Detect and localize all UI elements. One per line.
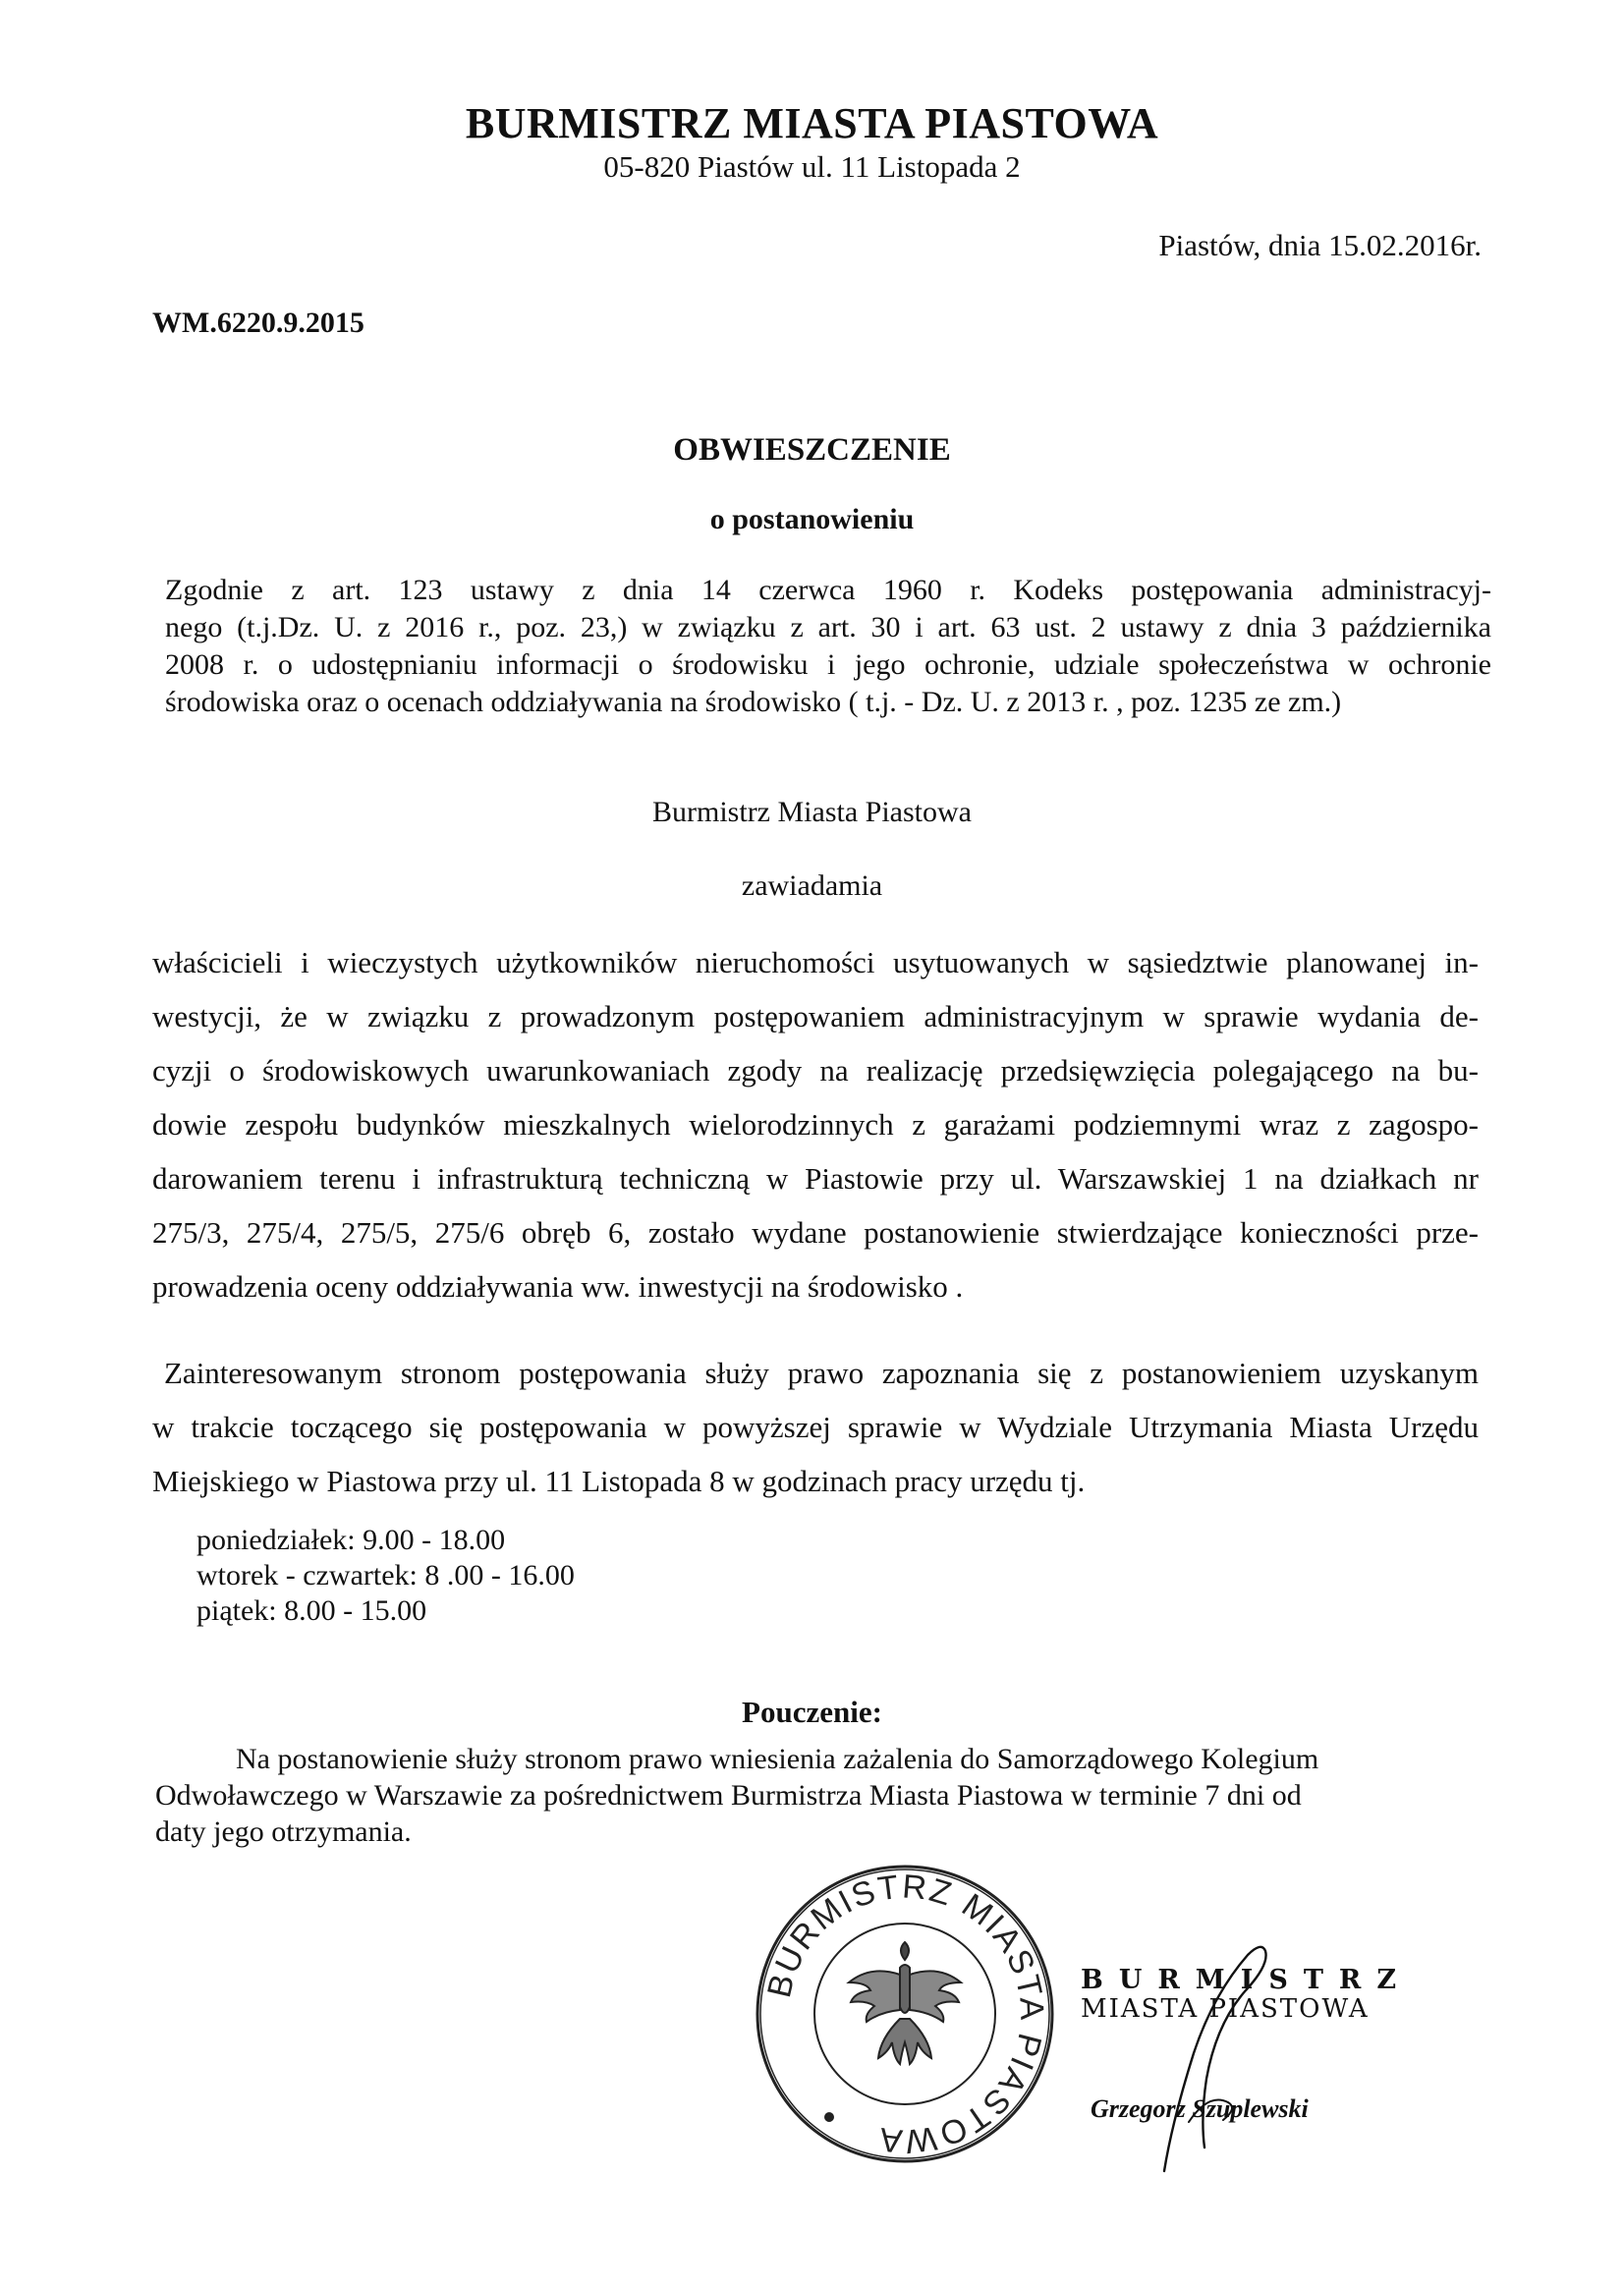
legal-basis-paragraph <box>165 572 1491 721</box>
legal-basis-line: środowiska oraz o ocenach oddziaływania na środowisko ( t.j. - Dz. U. z 2013 r. , poz. 1235 ze zm.) <box>165 686 1342 718</box>
body-line: darowaniem terenu i infrastrukturą techniczną w Piastowie przy ul. Warszawskiej 1 na działkach nr <box>152 1161 1479 1196</box>
seal-dot-icon <box>824 2112 834 2122</box>
office-hours-friday: piątek: 8.00 - 15.00 <box>196 1594 427 1627</box>
office-hours-monday: poniedziałek: 9.00 - 18.00 <box>196 1524 506 1556</box>
issuer-address: 05-820 Piastów ul. 11 Listopada 2 <box>603 149 1021 184</box>
body-line: prowadzenia oceny oddziaływania ww. inwestycji na środowisko . <box>152 1269 964 1304</box>
legal-basis-line: 2008 r. o udostępnianiu informacji o środowisku i jego ochronie, udziale społeczeństwa w ochronie <box>165 648 1491 681</box>
signatory-title-line1: BURMISTRZ <box>1081 1965 1413 1995</box>
office-hours-list <box>196 1523 575 1629</box>
body-line: 275/3, 275/4, 275/5, 275/6 obręb 6, zostało wydane postanowienie stwierdzające konieczności prze- <box>152 1215 1479 1250</box>
access-info-paragraph <box>152 1346 1479 1508</box>
authority-name: Burmistrz Miasta Piastowa <box>652 796 972 828</box>
signatory-name: Grzegorz Szuplewski <box>1091 2094 1309 2123</box>
body-line: dowie zespołu budynków mieszkalnych wielorodzinnych z garażami podziemnymi wraz z zagospo- <box>152 1107 1479 1142</box>
legal-basis-line: Zgodnie z art. 123 ustawy z dnia 14 czerwca 1960 r. Kodeks postępowania administracyj- <box>165 574 1491 606</box>
body-line: Zainteresowanym stronom postępowania służy prawo zapoznania się z postanowieniem uzyskanym <box>164 1356 1479 1390</box>
body-line: właścicieli i wieczystych użytkowników nieruchomości usytuowanych w sąsiedztwie planowanej in- <box>152 945 1479 979</box>
notice-title: OBWIESZCZENIE <box>673 432 951 468</box>
instruction-title: Pouczenie: <box>742 1695 882 1729</box>
office-hours-tue-thu: wtorek - czwartek: 8 .00 - 16.00 <box>196 1559 575 1591</box>
case-number: WM.6220.9.2015 <box>152 307 364 339</box>
body-line: cyzji o środowiskowych uwarunkowaniach zgody na realizację przedsięwzięcia polegającego na bu- <box>152 1053 1479 1088</box>
instruction-line: Odwoławczego w Warszawie za pośrednictwem Burmistrza Miasta Piastowa w terminie 7 dni od <box>155 1779 1302 1812</box>
informs-verb: zawiadamia <box>741 869 883 902</box>
notice-subtitle: o postanowieniu <box>709 503 915 535</box>
instruction-paragraph <box>155 1741 1472 1850</box>
legal-basis-line: nego (t.j.Dz. U. z 2016 r., poz. 23,) w związku z art. 30 i art. 63 ust. 2 ustawy z dnia 3 października <box>165 611 1491 643</box>
eagle-emblem-icon <box>849 1942 961 2064</box>
body-line: w trakcie toczącego się postępowania w powyższej sprawie w Wydziale Utrzymania Miasta Urzędu <box>152 1410 1479 1444</box>
place-and-date: Piastów, dnia 15.02.2016r. <box>1158 228 1482 262</box>
body-line: westycji, że w związku z prowadzonym postępowaniem administracyjnym w sprawie wydania de- <box>152 999 1479 1033</box>
signatory-title-line2: MIASTA PIASTOWA <box>1081 1994 1370 2024</box>
notice-body-paragraph <box>152 935 1479 1313</box>
seal-text: BURMISTRZ MIASTA PIASTOWA <box>760 1868 1051 2160</box>
issuer-title: BURMISTRZ MIASTA PIASTOWA <box>465 99 1159 147</box>
official-seal-icon <box>753 1862 1057 2166</box>
body-line: Miejskiego w Piastowa przy ul. 11 Listopada 8 w godzinach pracy urzędu tj. <box>152 1464 1086 1498</box>
instruction-line: Na postanowienie służy stronom prawo wniesienia zażalenia do Samorządowego Kolegium <box>236 1743 1319 1775</box>
signature-block <box>1071 1965 1425 2191</box>
instruction-line: daty jego otrzymania. <box>155 1815 412 1848</box>
